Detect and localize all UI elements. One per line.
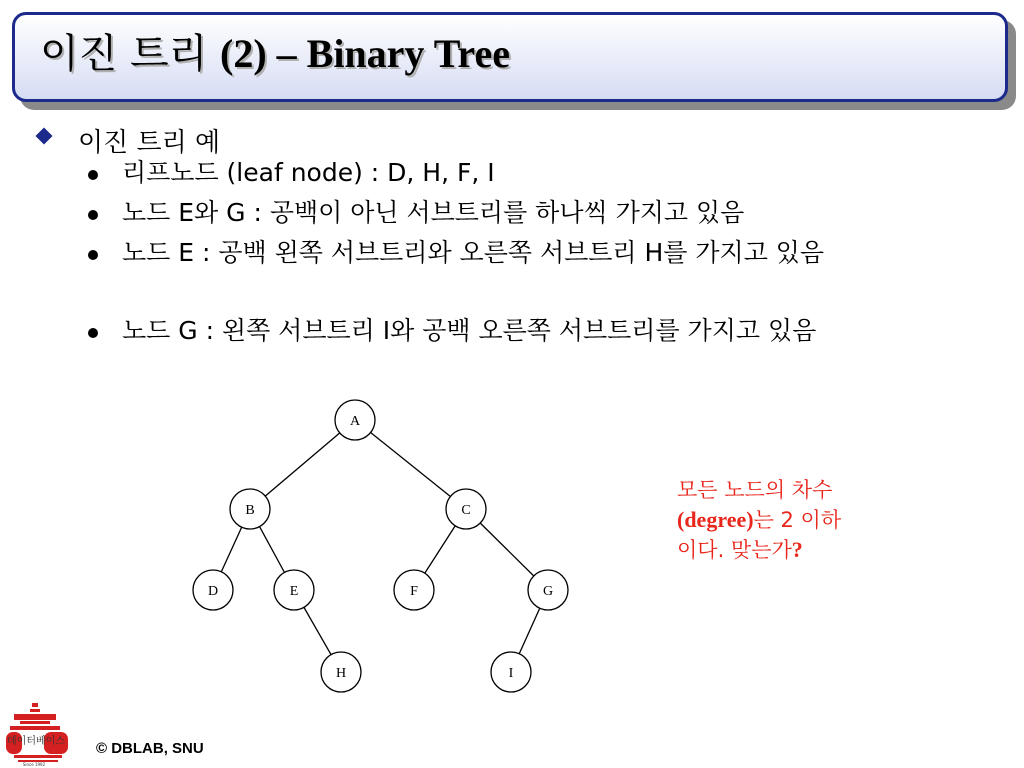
note-line-2: (degree)는 2 이하	[677, 507, 842, 532]
dblab-logo	[0, 700, 76, 768]
tree-node-B	[230, 489, 270, 529]
tree-node-label: H	[335, 666, 347, 681]
sub-bullet-text: 리프노드 (leaf node) : D, H, F, I	[122, 158, 495, 187]
tree-node-label: G	[542, 584, 554, 599]
tree-node-label: I	[508, 666, 514, 681]
sub-bullet-text: 노드 E : 공백 왼쪽 서브트리와 오른쪽 서브트리 H를 가지고 있음	[122, 238, 825, 267]
sub-bullet-text: 노드 G : 왼쪽 서브트리 I와 공백 오른쪽 서브트리를 가지고 있음	[122, 316, 817, 345]
tree-edge-A-C	[355, 420, 466, 509]
degree-note	[677, 476, 897, 565]
tree-node-F	[394, 570, 434, 610]
main-bullet-text: 이진 트리 예	[78, 128, 221, 158]
tree-node-C	[446, 489, 486, 529]
logo-text: 데이터베이스	[7, 736, 65, 747]
tree-node-label: E	[289, 584, 299, 599]
tree-node-A	[335, 400, 375, 440]
title-korean: 이진 트리	[40, 31, 208, 77]
tree-node-E	[274, 570, 314, 610]
sub-bullet-text: 노드 E와 G : 공백이 아닌 서브트리를 하나씩 가지고 있음	[122, 198, 745, 227]
tree-node-I	[491, 652, 531, 692]
tree-node-D	[193, 570, 233, 610]
tree-node-G	[528, 570, 568, 610]
tree-node-label: F	[410, 584, 418, 599]
note-line-1: 모든 노드의 차수	[677, 478, 833, 502]
tree-node-label: C	[461, 503, 471, 518]
title-english: (2) – Binary Tree	[220, 31, 510, 76]
tree-node-label: B	[245, 503, 255, 518]
logo-since: Since 1992	[22, 762, 46, 767]
footer-copyright: © DBLAB, SNU	[96, 740, 204, 757]
tree-node-label: D	[207, 584, 219, 599]
tree-node-label: A	[349, 414, 361, 429]
note-line-3: 이다. 맞는가?	[677, 537, 803, 562]
tree-node-H	[321, 652, 361, 692]
